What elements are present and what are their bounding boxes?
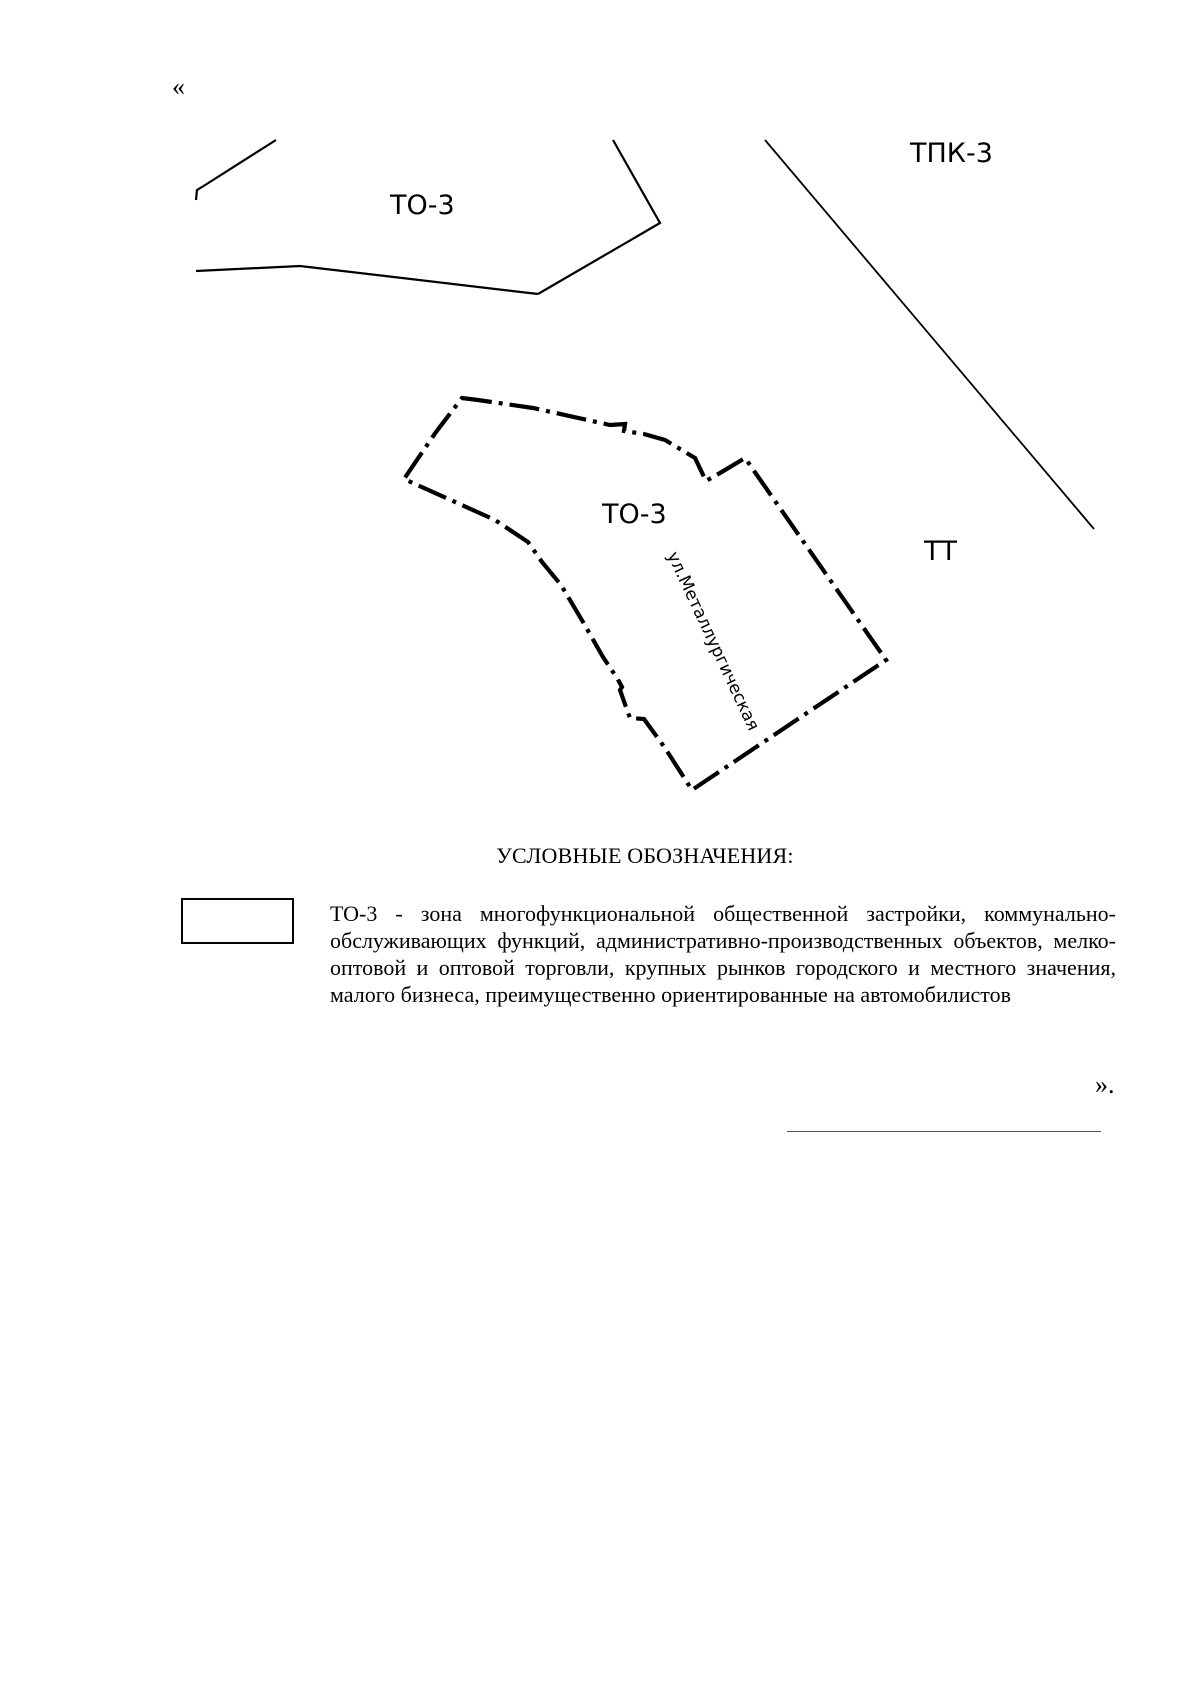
zone-label-tpk3: ТПК-3: [910, 138, 993, 169]
parcel-boundary: [404, 398, 886, 790]
zoning-map: [0, 0, 1200, 820]
zone-boundary-to3-top-south: [196, 266, 538, 294]
zone-boundary-tpk3-tt: [765, 140, 1094, 529]
zone-label-to3-top: ТО-3: [390, 190, 455, 221]
zone-label-tt: ТТ: [924, 536, 957, 567]
legend-title: УСЛОВНЫЕ ОБОЗНАЧЕНИЯ:: [496, 843, 794, 868]
legend-item-description: ТО-3 - зона многофункциональной общественной застройки, коммунально-обслуживающих функций, административно-производственных объектов, мелко-оптовой и оптовой торговли, крупных рынков городского и местного значения, малого бизнеса, преимущественно ориентированные на автомобилистов: [330, 901, 1116, 1007]
closing-quote: ».: [1095, 1070, 1115, 1099]
zone-label-to3-main: ТО-3: [602, 499, 667, 530]
zone-boundary-to3-top: [196, 140, 276, 200]
legend-symbol-box: [181, 898, 294, 944]
opening-quote: «: [172, 72, 185, 101]
street-label: ул.Металлургическая: [662, 548, 764, 734]
zone-boundary-to3-top-east: [538, 140, 660, 294]
signature-line: [787, 1131, 1101, 1132]
